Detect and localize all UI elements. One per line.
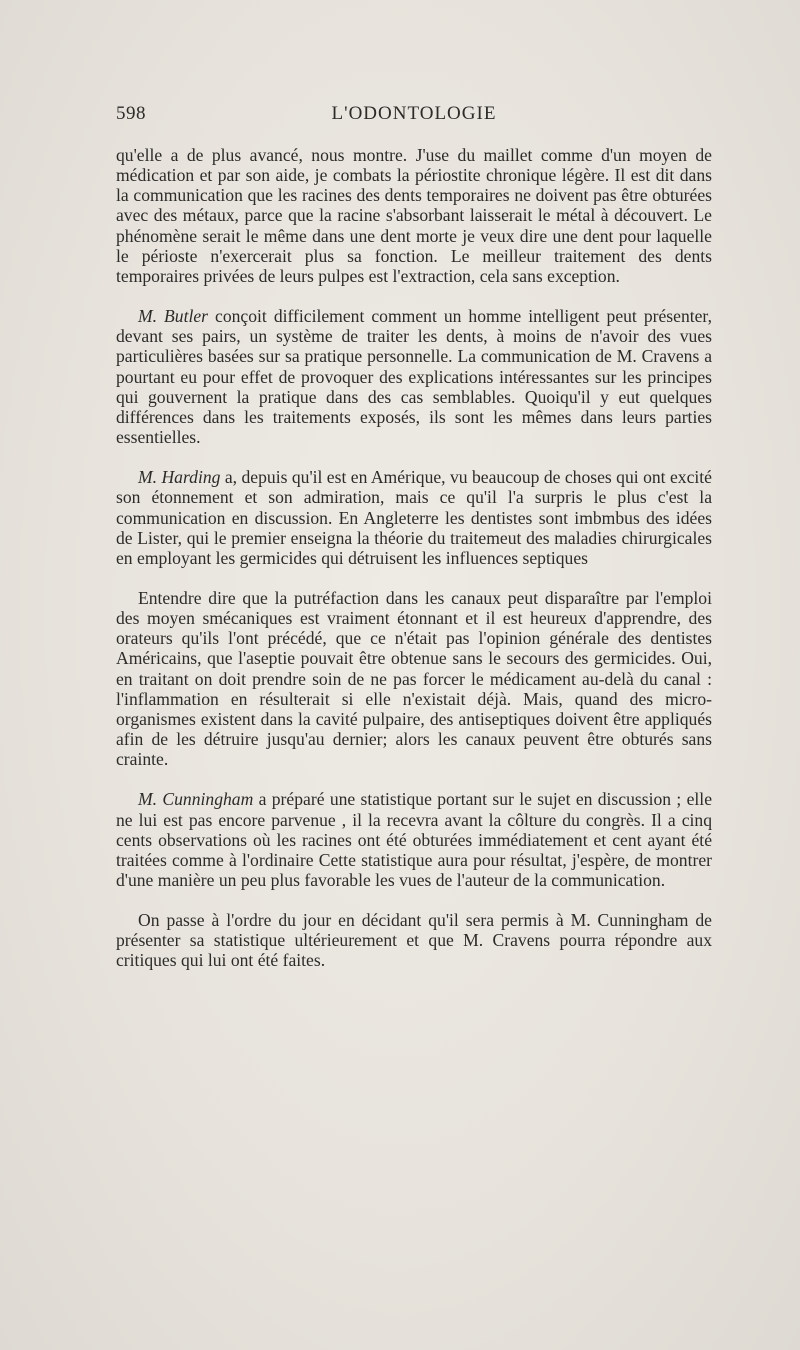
running-title: L'ODONTOLOGIE [331, 103, 497, 124]
body-text [116, 145, 712, 971]
paragraph-harding [116, 467, 712, 568]
paragraph-butler [116, 306, 712, 447]
paragraph-text: Entendre dire que la putréfaction dans les canaux peut disparaître par l'emploi des moyen smécaniques est vraiment étonnant et il est heureux d'apprendre, des orateurs qu'ils l'ont précédé, que ce n'était pas l'opinion générale des dentistes Américains, que l'aseptie pouvait être obtenue sans le secours des germicides. Oui, en traitant on doit prendre soin de ne pas forcer le médicament au-delà du canal : l'inflammation en résulterait si elle n'existait déjà. Mais, quand des micro-organismes existent dans la cavité pulpaire, des antiseptiques doivent être appliqués afin de les détruire jusqu'au dernier; alors les canaux peuvent être obturés sans crainte. [116, 587, 712, 770]
paragraph-ordre-du-jour [116, 910, 712, 970]
page-header [116, 103, 712, 129]
speaker-name: M. Cunningham [138, 789, 254, 810]
page-number: 598 [116, 103, 146, 124]
paragraph-text: On passe à l'ordre du jour en décidant qu'il sera permis à M. Cunningham de présenter sa statistique ultérieurement et que M. Cravens pourra répondre aux critiques qui lui ont été faites. [116, 910, 712, 971]
paragraph-text: conçoit difficilement comment un homme intelligent peut présenter, devant ses pairs, un système de traiter les dents, à moins de n'avoir des vues particulières basées sur sa pratique personnelle. La communication de M. Cravens a pourtant eu pour effet de provoquer des explications intéressantes sur les principes qui gouvernent la pratique dans des cas semblables. Quoiqu'il y eut quelques différences dans les traitements exposés, ils sont les mêmes dans leurs parties essentielles. [116, 306, 712, 448]
paragraph-text: qu'elle a de plus avancé, nous montre. J'use du maillet comme d'un moyen de médication et par son aide, je combats la périostite chronique légère. Il est dit dans la communication que les racines des dents temporaires ne doivent pas être obturées avec des métaux, parce que la racine s'absorbant laisserait le métal à découvert. Le phénomène serait le même dans une dent morte je veux dire une dent pour laquelle le périoste n'exercerait plus sa fonction. Le meilleur traitement des dents temporaires privées de leurs pulpes est l'extraction, cela sans exception. [116, 145, 712, 286]
paragraph-putrefaction [116, 588, 712, 769]
paragraph-text: a, depuis qu'il est en Amérique, vu beaucoup de choses qui ont excité son étonnement et son admiration, mais ce qu'il l'a surpris le plus c'est la communication en discussion. En Angleterre les dentistes sont imbmbus des idées de Lister, qui le premier enseigna la théorie du traitemeut des maladies chirurgicales en employant les germicides qui détruisent les influences septiques [116, 467, 712, 568]
paragraph-cunningham [116, 789, 712, 890]
speaker-name: M. Harding [138, 467, 221, 488]
paragraph-continuation [116, 145, 712, 286]
paragraph-text: a préparé une statistique portant sur le sujet en discussion ; elle ne lui est pas encore parvenue , il la recevra avant la côlture du congrès. Il a cinq cents observations où les racines ont été obturées immédiatement et cent ayant été traitées comme à l'ordinaire Cette statistique aura pour résultat, j'espère, de montrer d'une manière un peu plus favorable les vues de l'auteur de la communication. [116, 789, 713, 890]
speaker-name: M. Butler [138, 306, 209, 327]
